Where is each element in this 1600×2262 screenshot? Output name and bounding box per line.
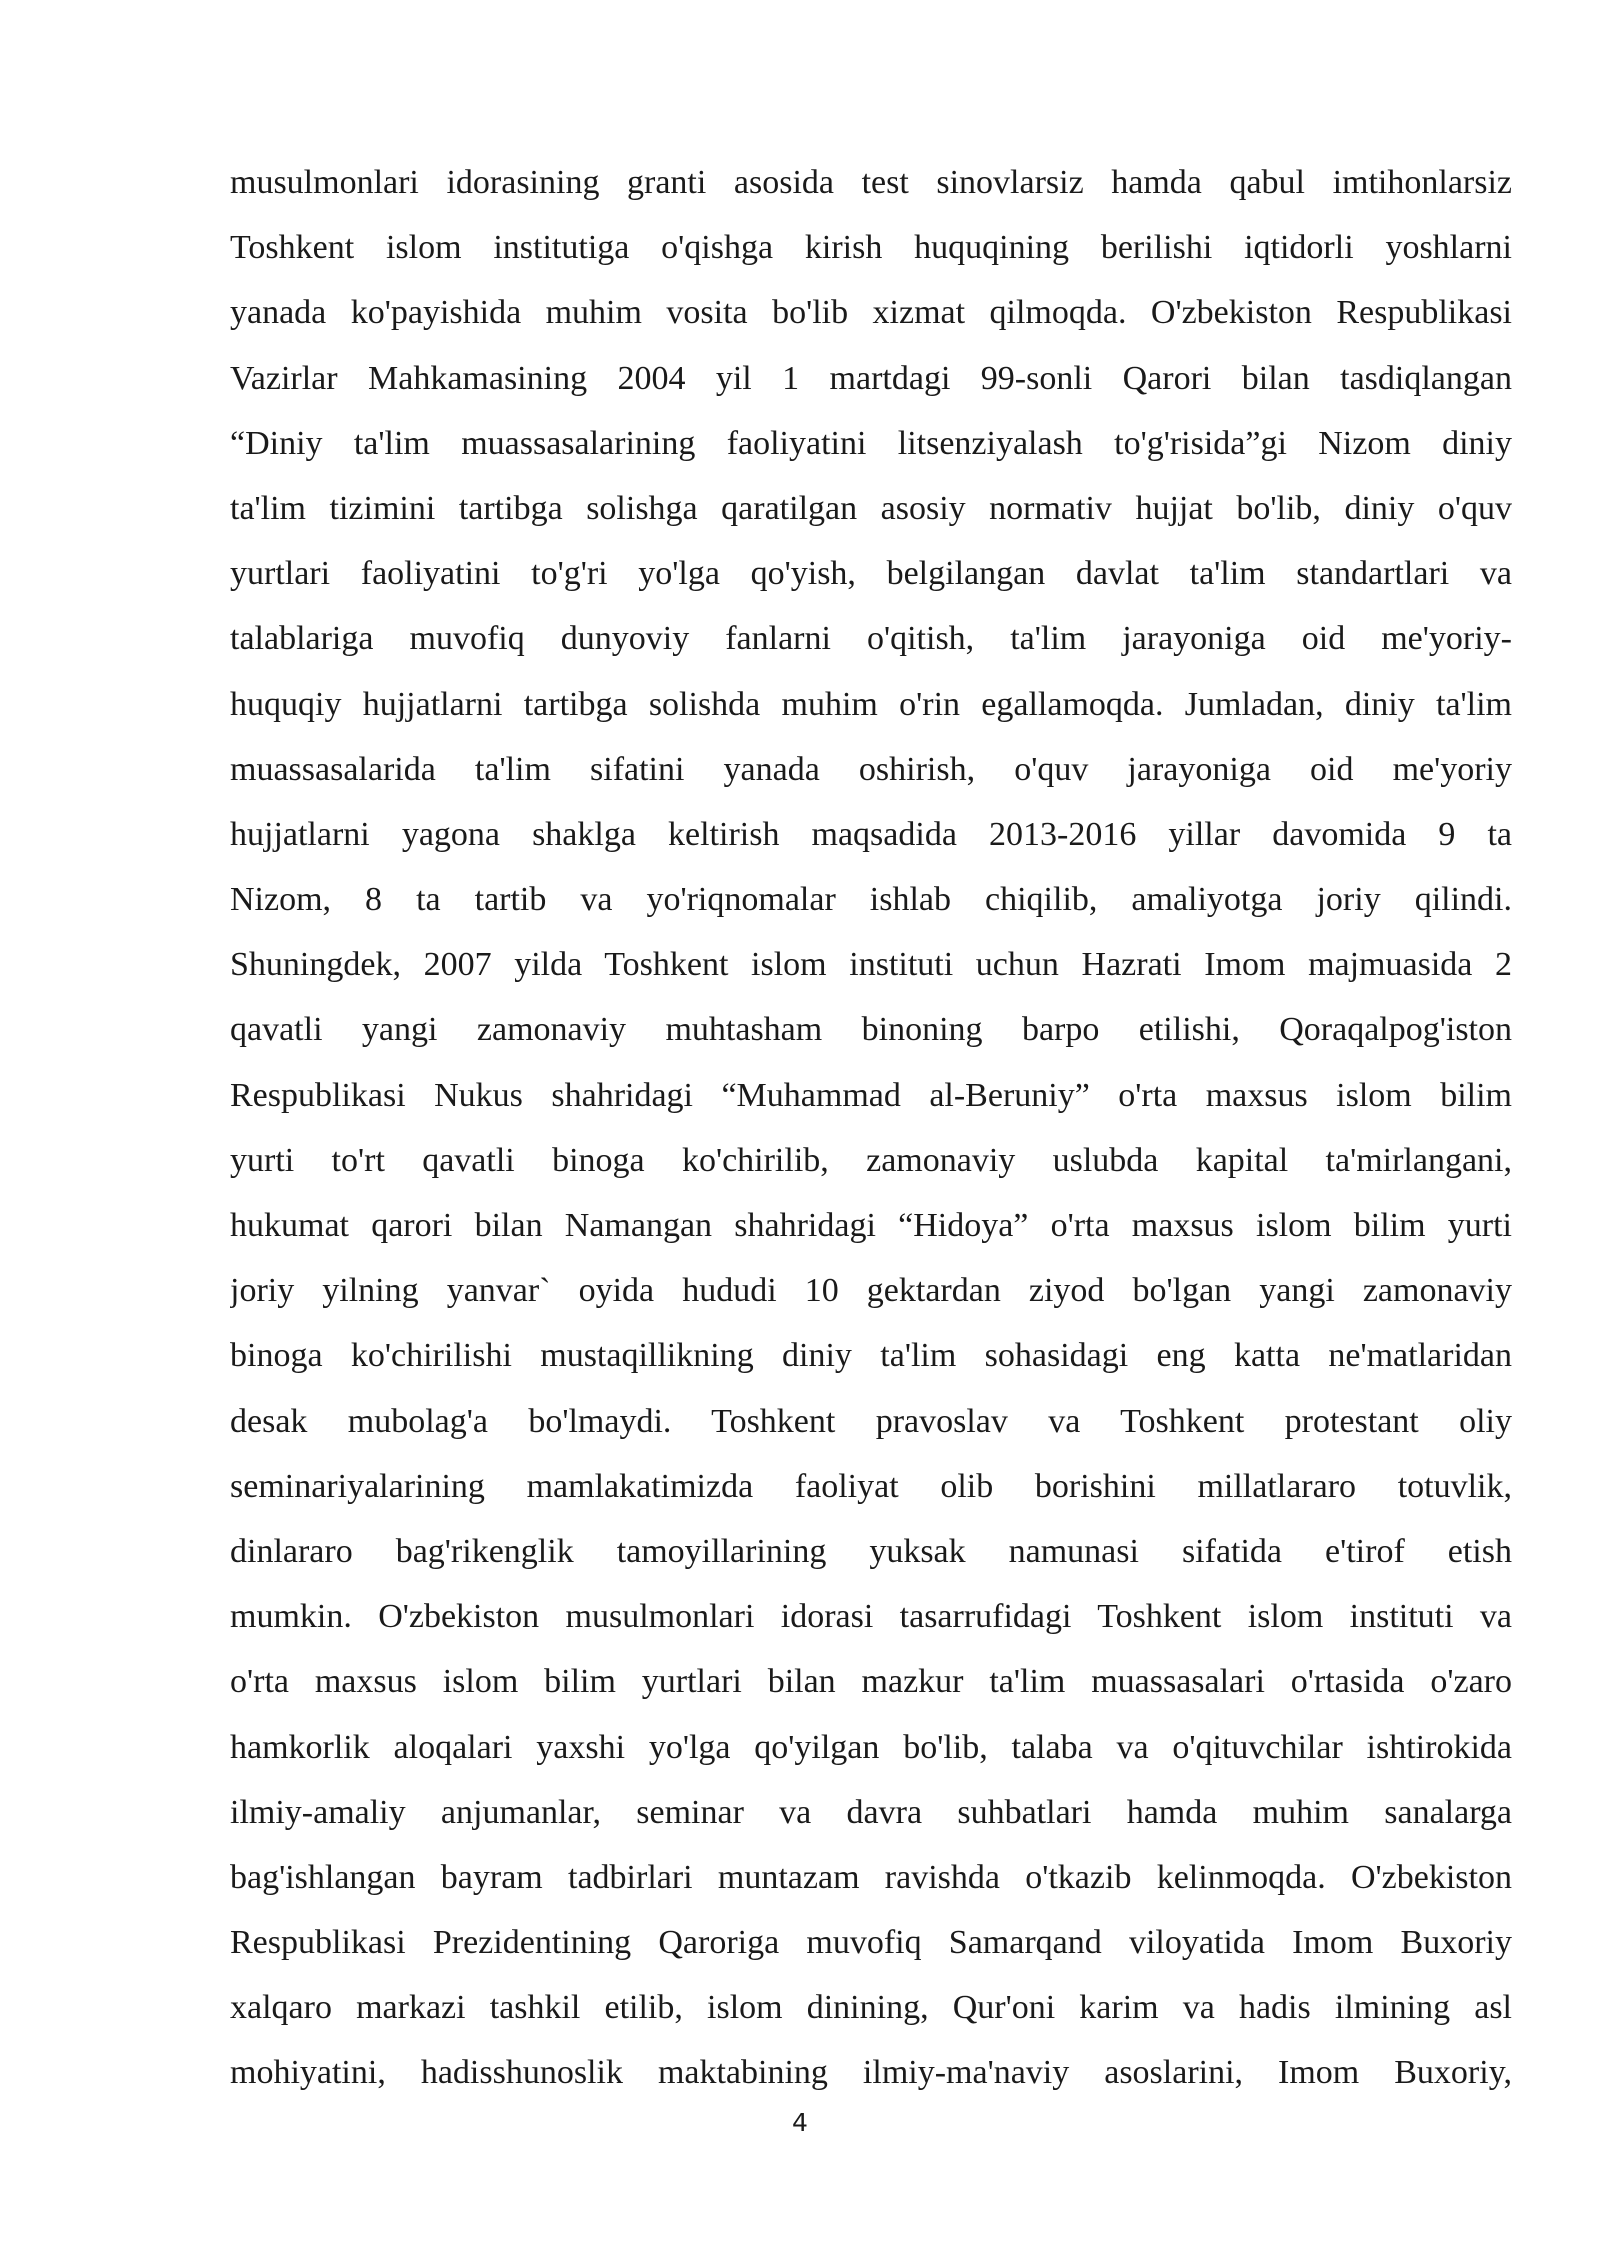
text-line: yurti to'rt qavatli binoga ko'chirilib, zamonaviy uslubda kapital ta'mirlangani, xyxy=(230,1141,1512,1179)
text-line: talablariga muvofiq dunyoviy fanlarni o'qitish, ta'lim jarayoniga oid me'yoriy- xyxy=(230,620,1512,658)
text-line: yanada ko'payishida muhim vosita bo'lib xizmat qilmoqda. O'zbekiston Respublikasi xyxy=(230,294,1512,332)
text-line: desak mubolag'a bo'lmaydi. Toshkent pravoslav va Toshkent protestant oliy xyxy=(230,1402,1512,1440)
text-line: “Diniy ta'lim muassasalarining faoliyatini litsenziyalash to'g'risida”gi Nizom diniy xyxy=(230,424,1512,462)
text-line: xalqaro markazi tashkil etilib, islom dinining, Qur'oni karim va hadis ilmining asl xyxy=(230,1989,1512,2027)
text-line: yurtlari faoliyatini to'g'ri yo'lga qo'yish, belgilangan davlat ta'lim standartlari va xyxy=(230,555,1512,593)
text-line: dinlararo bag'rikenglik tamoyillarining yuksak namunasi sifatida e'tirof etish xyxy=(230,1532,1512,1570)
text-line: musulmonlari idorasining granti asosida test sinovlarsiz hamda qabul imtihonlarsiz xyxy=(230,164,1512,201)
text-line: qavatli yangi zamonaviy muhtasham binoning barpo etilishi, Qoraqalpog'iston xyxy=(230,1011,1512,1049)
body-paragraph xyxy=(230,150,1512,2106)
page-number: 4 xyxy=(792,2108,808,2137)
text-line: o'rta maxsus islom bilim yurtlari bilan mazkur ta'lim muassasalari o'rtasida o'zaro xyxy=(230,1663,1512,1701)
text-line: ilmiy-amaliy anjumanlar, seminar va davra suhbatlari hamda muhim sanalarga xyxy=(230,1793,1512,1831)
text-line: ta'lim tizimini tartibga solishga qaratilgan asosiy normativ hujjat bo'lib, diniy o'quv xyxy=(230,489,1512,527)
text-line: mumkin. O'zbekiston musulmonlari idorasi tasarrufidagi Toshkent islom instituti va xyxy=(230,1598,1512,1636)
text-line: Nizom, 8 ta tartib va yo'riqnomalar ishlab chiqilib, amaliyotga joriy qilindi. xyxy=(230,881,1512,919)
text-line: Respublikasi Nukus shahridagi “Muhammad al-Beruniy” o'rta maxsus islom bilim xyxy=(230,1076,1512,1114)
text-line: huquqiy hujjatlarni tartibga solishda muhim o'rin egallamoqda. Jumladan, diniy ta'lim xyxy=(230,685,1512,723)
text-line: seminariyalarining mamlakatimizda faoliyat olib borishini millatlararo totuvlik, xyxy=(230,1467,1512,1505)
text-line: Toshkent islom institutiga o'qishga kirish huquqining berilishi iqtidorli yoshlarni xyxy=(230,229,1512,267)
text-line: binoga ko'chirilishi mustaqillikning diniy ta'lim sohasidagi eng katta ne'matlaridan xyxy=(230,1337,1512,1375)
text-line: hukumat qarori bilan Namangan shahridagi “Hidoya” o'rta maxsus islom bilim yurti xyxy=(230,1207,1512,1244)
text-line: bag'ishlangan bayram tadbirlari muntazam ravishda o'tkazib kelinmoqda. O'zbekiston xyxy=(230,1858,1512,1896)
text-line: Vazirlar Mahkamasining 2004 yil 1 martdagi 99-sonli Qarori bilan tasdiqlangan xyxy=(230,359,1512,397)
text-line: hamkorlik aloqalari yaxshi yo'lga qo'yilgan bo'lib, talaba va o'qituvchilar ishtirokida xyxy=(230,1728,1512,1766)
text-line: mohiyatini, hadisshunoslik maktabining ilmiy-ma'naviy asoslarini, Imom Buxoriy, xyxy=(230,2054,1512,2092)
text-line: Shuningdek, 2007 yilda Toshkent islom instituti uchun Hazrati Imom majmuasida 2 xyxy=(230,946,1512,984)
text-line: muassasalarida ta'lim sifatini yanada oshirish, o'quv jarayoniga oid me'yoriy xyxy=(230,750,1512,788)
text-line: Respublikasi Prezidentining Qaroriga muvofiq Samarqand viloyatida Imom Buxoriy xyxy=(230,1924,1512,1962)
text-line: joriy yilning yanvar` oyida hududi 10 gektardan ziyod bo'lgan yangi zamonaviy xyxy=(230,1272,1512,1310)
text-line: hujjatlarni yagona shaklga keltirish maqsadida 2013-2016 yillar davomida 9 ta xyxy=(230,815,1512,853)
